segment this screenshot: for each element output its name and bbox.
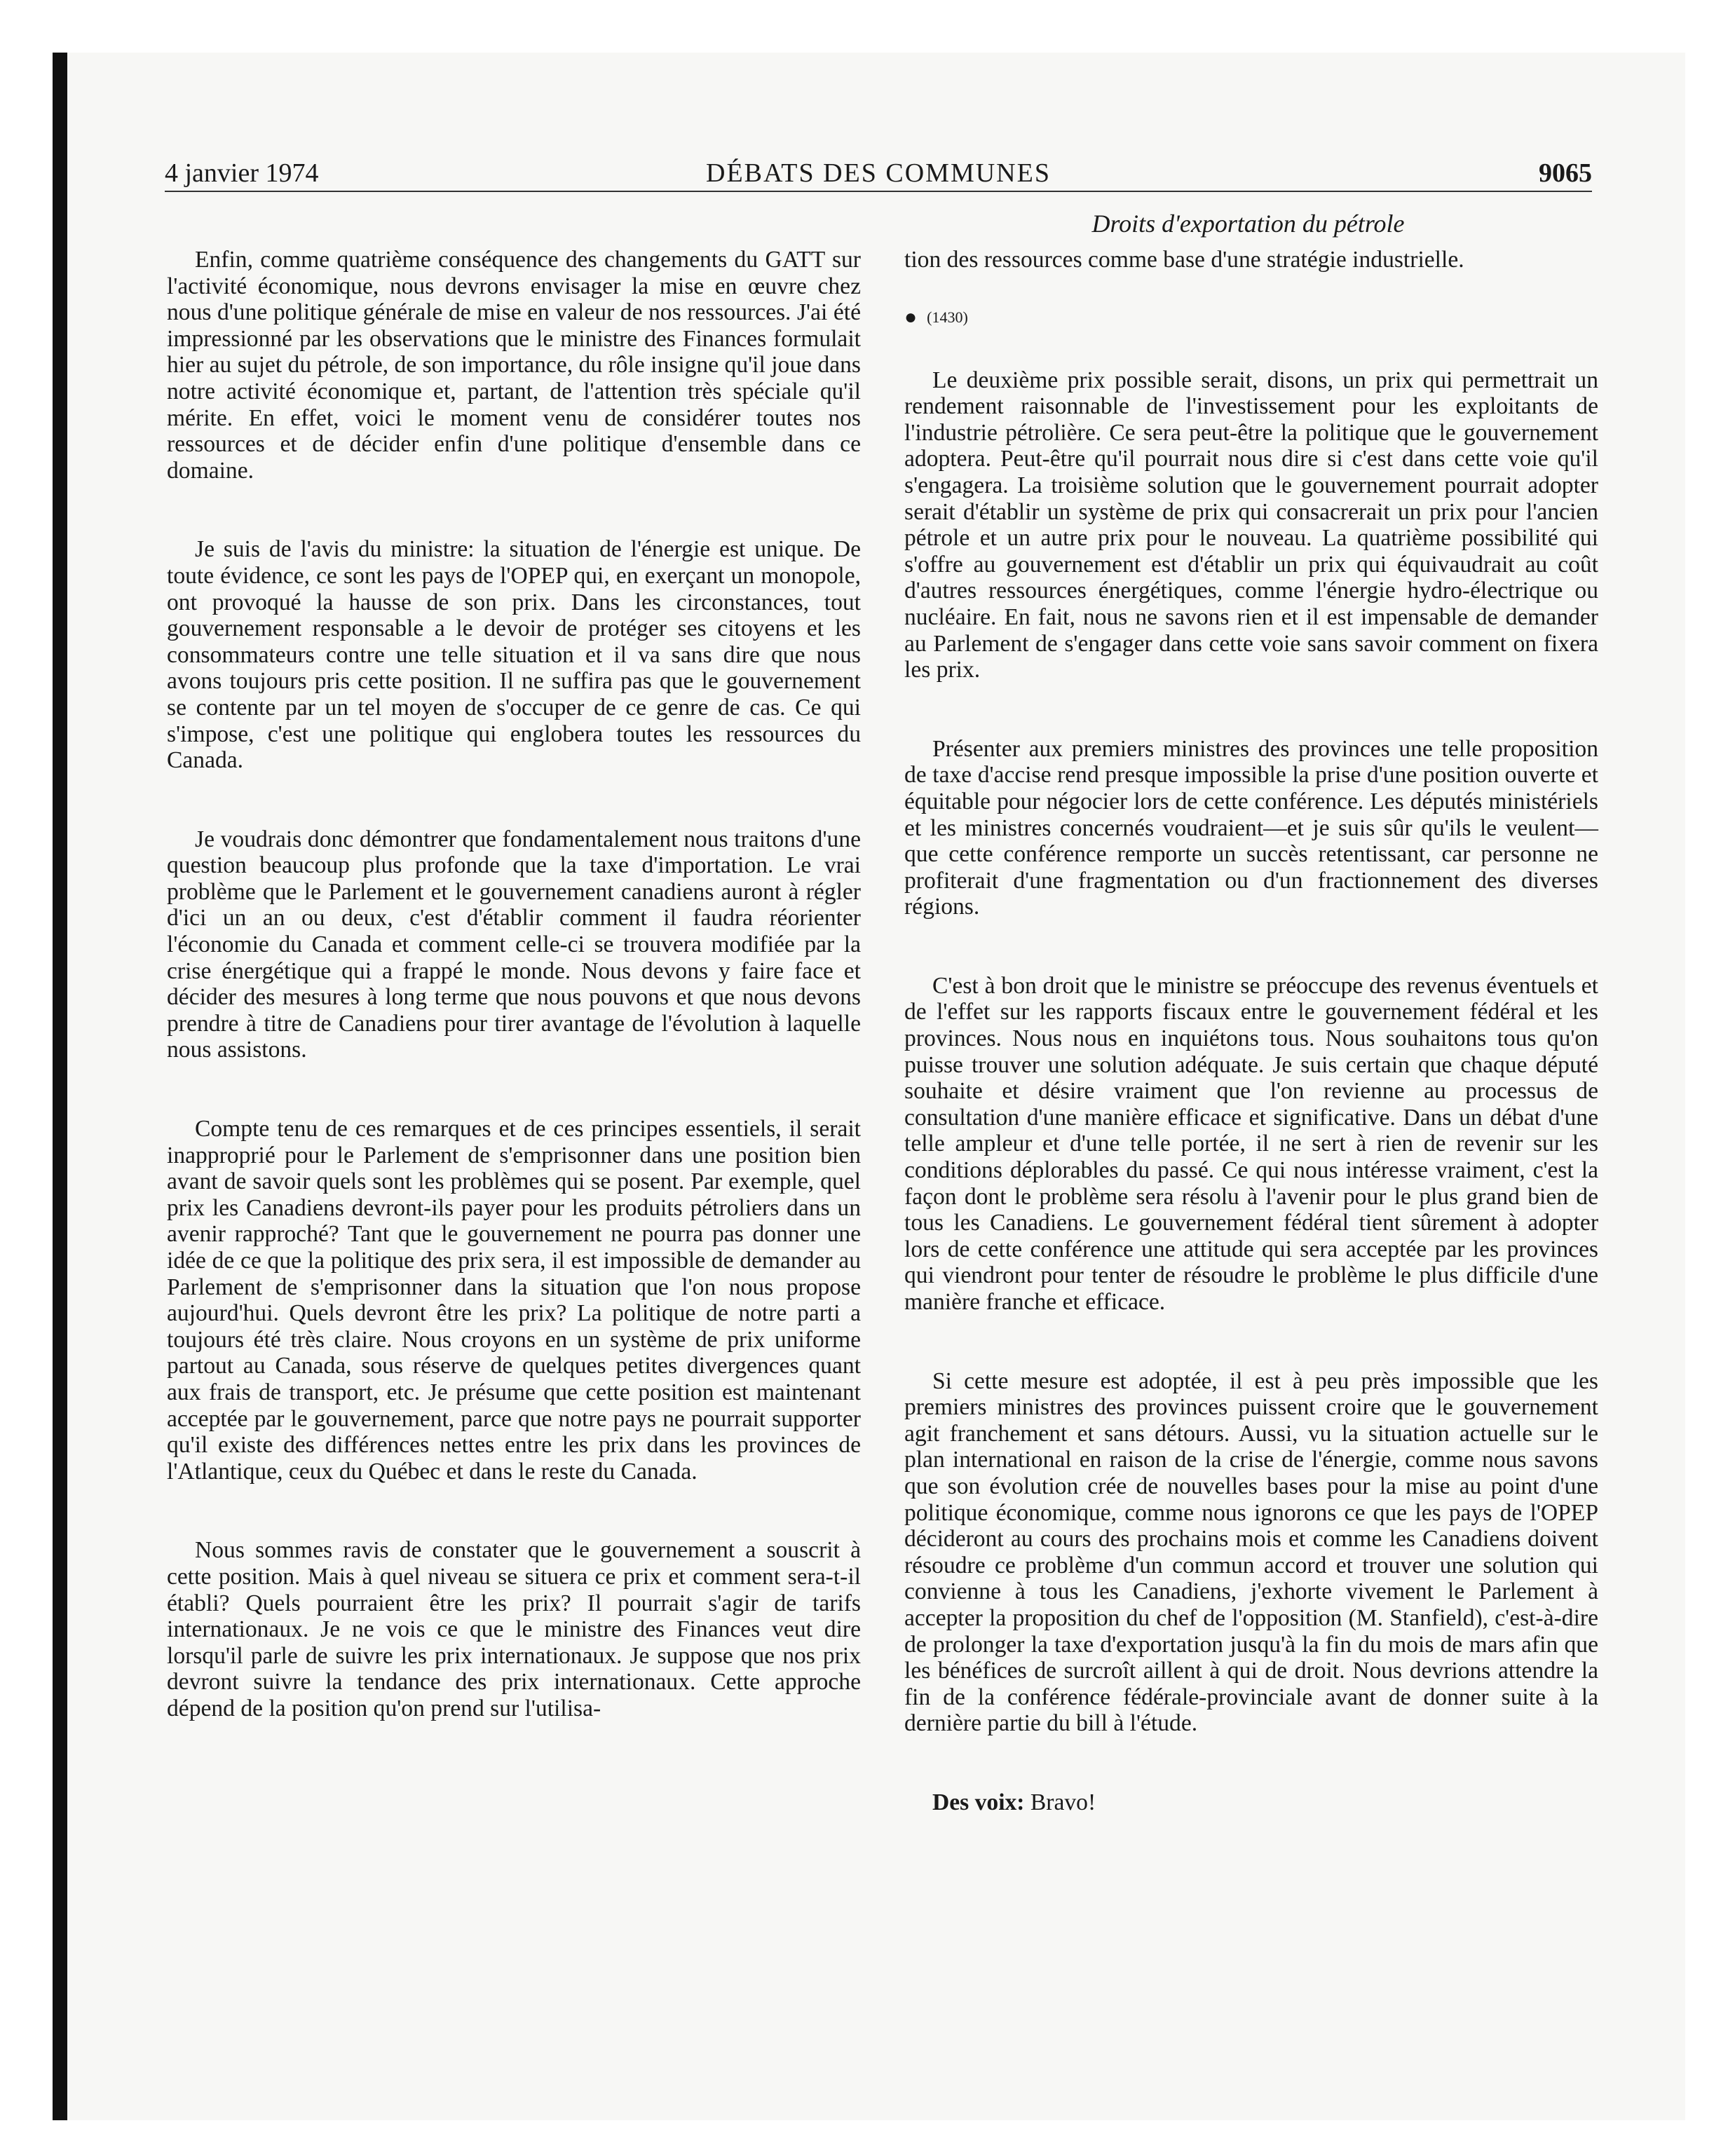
page-number: 9065: [1539, 158, 1592, 188]
page-header: [165, 156, 1592, 192]
paragraph: Le deuxième prix possible serait, disons, un prix qui permettrait un rendement raisonnable de l'investissement pour les exploitants de l'industrie pétrolière. Ce sera peut-être la politique que le gouvernement adoptera. Peut-être qu'il pourrait nous dire si c'est dans cette voie qu'il s'engagera. La troisième solution que le gouvernement pourrait adopter serait d'établir un système de prix qui consacrerait un prix pour l'ancien pétrole et un autre prix pour le nouveau. La quatrième possibilité qui s'offre au gouvernement est d'établir un prix qui équivaudrait au coût d'autres ressources énergétiques, comme l'énergie hydro-électrique ou nucléaire. En fait, nous ne savons rien et il est impensable de demander au Parlement de s'engager dans cette voie sans savoir comment on fixera les prix.: [904, 367, 1598, 683]
running-head: Droits d'exportation du pétrole: [1091, 210, 1405, 238]
header-date: 4 janvier 1974: [165, 158, 319, 188]
paragraph: Nous sommes ravis de constater que le gouvernement a souscrit à cette position. Mais à quel niveau se situera ce prix et comment sera-t-il établi? Quels pourraient être les prix? Il pourrait s'agir de tarifs internationaux. Je ne vois ce que le ministre des Finances veut dire lorsqu'il parle de suivre les prix internationaux. Je suppose que nos prix devront suivre la tendance des prix internationaux. Cette approche dépend de la position qu'on prend sur l'utilisa-: [167, 1537, 861, 1721]
scan-edge: [53, 53, 67, 2120]
paragraph-continuation: tion des ressources comme base d'une stratégie industrielle.: [904, 247, 1464, 273]
interjection-speaker: Des voix:: [932, 1789, 1025, 1815]
paragraph: Si cette mesure est adoptée, il est à peu près impossible que les premiers ministres des provinces puissent croire que le gouvernement agit franchement et sans détours. Aussi, vu la situation actuelle sur le plan international en raison de la crise de l'énergie, comme nous savons que son évolution crée de nouvelles bases pour la mise au point d'une politique économique, comme nous ignorons ce que les pays de l'OPEP décideront au cours des prochains mois et comme les Canadiens doivent résoudre ce problème d'un commun accord et trouver une solution qui convienne à tous les Canadiens, j'exhorte vivement le Parlement à accepter la proposition du chef de l'opposition (M. Stanfield), c'est-à-dire de prolonger la taxe d'exportation jusqu'à la fin du mois de mars afin que les bénéfices de surcroît aillent à qui de droit. Nous devrions attendre la fin de la conférence fédérale-provinciale avant de donner suite à la dernière partie du bill à l'étude.: [904, 1367, 1598, 1737]
time-marker: [904, 307, 1598, 328]
paragraph: Présenter aux premiers ministres des provinces une telle proposition de taxe d'accise rend presque impossible la prise d'une position ouverte et équitable pour négocier lors de cette conférence. Les députés ministériels et les ministres concernés voudraient—et je suis sûr qu'ils le veulent—que cette conférence remporte un succès retentissant, car personne ne profiterait d'une fragmentation ou d'un fractionnement des diverses régions.: [904, 735, 1598, 920]
left-column: [167, 247, 861, 1775]
header-title: DÉBATS DES COMMUNES: [706, 158, 1051, 188]
paragraph: Enfin, comme quatrième conséquence des changements du GATT sur l'activité économique, nous devrons envisager la mise en œuvre chez nous d'une politique générale de mise en valeur de nos ressources. J'ai été impressionné par les observations que le ministre des Finances formulait hier au sujet du pétrole, de son importance, du rôle insigne qu'il joue dans notre activité économique et, partant, de l'attention très spéciale qu'il mérite. En effet, voici le moment venu de considérer toutes nos ressources et de décider enfin d'une politique d'ensemble dans ce domaine.: [167, 247, 861, 484]
time-marker-label: (1430): [927, 308, 968, 326]
paragraph: C'est à bon droit que le ministre se préoccupe des revenus éventuels et de l'effet sur les rapports fiscaux entre le gouvernement fédéral et les provinces. Nous nous en inquiétons tous. Nous souhaitons tous qu'on puisse trouver une solution adéquate. Je suis certain que chaque député souhaite et désire vraiment que l'on revienne au processus de consultation d'une manière efficace et significative. Dans un débat d'une telle ampleur et d'une telle portée, il ne sert à rien de revenir sur les conditions déplorables du passé. Ce qui nous intéresse vraiment, c'est la façon dont le problème sera résolu à l'avenir pour le plus grand bien de tous les Canadiens. Le gouvernement fédéral tient sûrement à adopter lors de cette conférence une attitude qui sera acceptée par les provinces qui viendront pour tenter de résoudre le problème le plus difficile d'une manière franche et efficace.: [904, 972, 1598, 1315]
right-column: [904, 247, 1598, 1869]
interjection: [904, 1789, 1598, 1816]
bullet-icon: ●: [904, 305, 918, 329]
paragraph: Je voudrais donc démontrer que fondamentalement nous traitons d'une question beaucoup plus profonde que la taxe d'importation. Le vrai problème que le Parlement et le gouvernement canadiens auront à régler d'ici un an ou deux, c'est d'établir comment il faudra réorienter l'économie du Canada et comment celle-ci se trouvera modifiée par la crise énergétique qui a frappé le monde. Nous devons y faire face et décider des mesures à long terme que nous pouvons et que nous devons prendre à titre de Canadiens pour tirer avantage de l'évolution à laquelle nous assistons.: [167, 826, 861, 1063]
interjection-text: Bravo!: [1030, 1789, 1096, 1815]
paragraph: Je suis de l'avis du ministre: la situation de l'énergie est unique. De toute évidence, ce sont les pays de l'OPEP qui, en exerçant un monopole, ont provoqué la hausse de son prix. Dans les circonstances, tout gouvernement responsable a le devoir de protéger ses citoyens et les consommateurs contre une telle situation et il va sans dire que nous avons toujours pris cette position. Il ne suffira pas que le gouvernement se contente par un tel moyen de s'occuper de ce genre de cas. Ce qui s'impose, c'est une politique qui englobera toutes les ressources du Canada.: [167, 536, 861, 774]
paragraph: Compte tenu de ces remarques et de ces principes essentiels, il serait inapproprié pour le Parlement de s'emprisonner dans une position bien avant de savoir quels sont les problèmes qui se posent. Par exemple, quel prix les Canadiens devront-ils payer pour les produits pétroliers dans un avenir rapproché? Tant que le gouvernement ne pourra pas donner une idée de ce que la politique des prix sera, il est impossible de demander au Parlement de s'emprisonner dans la situation que l'on nous propose aujourd'hui. Quels devront être les prix? La politique de notre parti a toujours été très claire. Nous croyons en un système de prix uniforme partout au Canada, sous réserve de quelques petites divergences quant aux frais de transport, etc. Je présume que cette position est maintenant acceptée par le gouvernement, parce que notre pays ne pourrait supporter qu'il existe des différences nettes entre les prix dans les provinces de l'Atlantique, ceux du Québec et dans le reste du Canada.: [167, 1116, 861, 1485]
